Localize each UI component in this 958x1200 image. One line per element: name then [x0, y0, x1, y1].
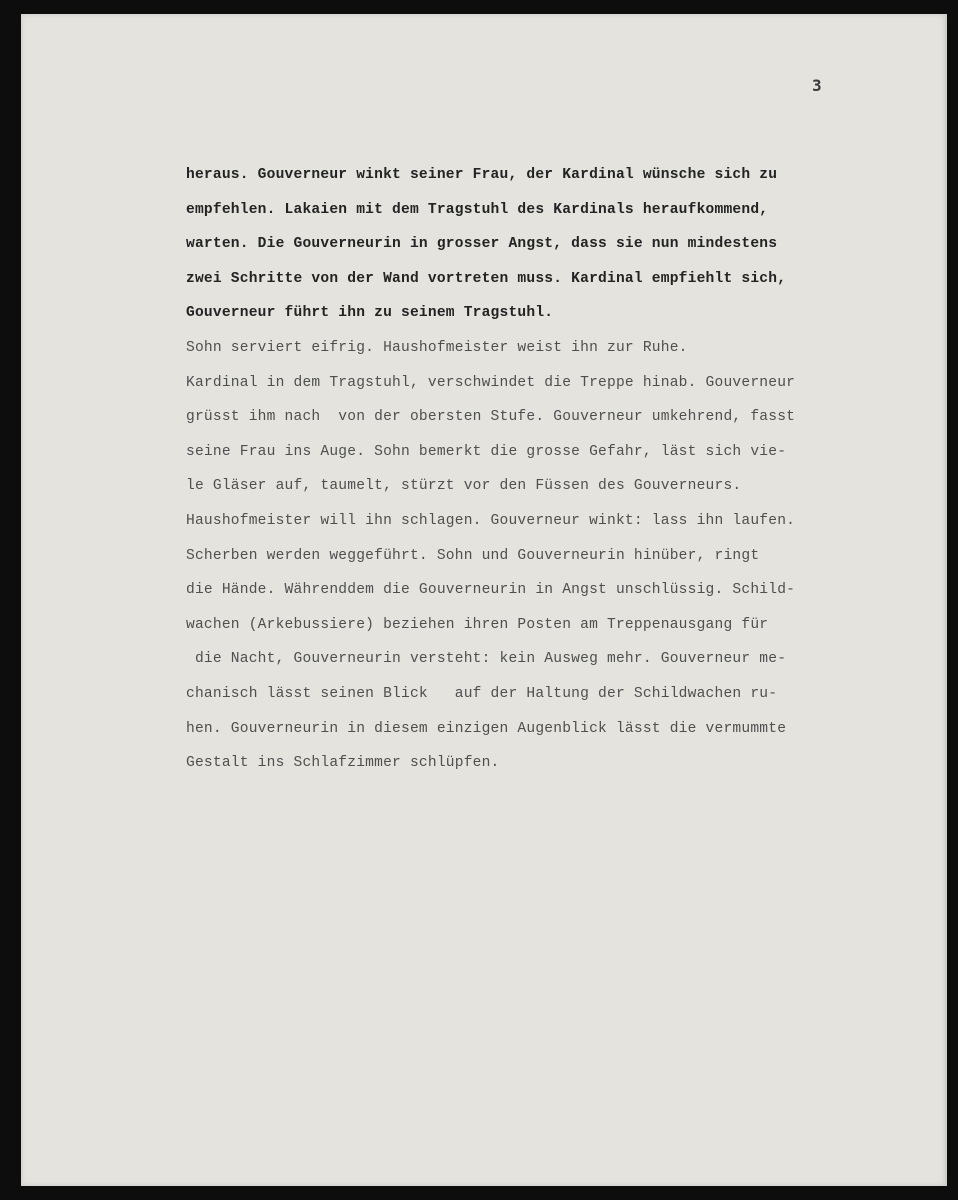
text-line: die Nacht, Gouverneurin versteht: kein Ausweg mehr. Gouverneur me- [186, 651, 787, 668]
text-line: hen. Gouverneurin in diesem einzigen Augenblick lässt die vermummte [186, 720, 787, 737]
text-line: warten. Die Gouverneurin in grosser Angst, dass sie nun mindestens [186, 236, 778, 253]
text-line: Scherben werden weggeführt. Sohn und Gouverneurin hinüber, ringt [186, 547, 760, 564]
text-line: empfehlen. Lakaien mit dem Tragstuhl des Kardinals heraufkommend, [186, 201, 769, 218]
text-line: heraus. Gouverneur winkt seiner Frau, der Kardinal wünsche sich zu [186, 167, 778, 183]
text-line: zwei Schritte von der Wand vortreten muss. Kardinal empfiehlt sich, [186, 270, 787, 287]
text-line: grüsst ihm nach von der obersten Stufe. Gouverneur umkehrend, fasst [186, 409, 796, 426]
text-line: Haushofmeister will ihn schlagen. Gouverneur winkt: lass ihn laufen. [186, 512, 796, 529]
text-line: le Gläser auf, taumelt, stürzt vor den Füssen des Gouverneurs. [186, 478, 742, 495]
text-line: Gouverneur führt ihn zu seinem Tragstuhl. [186, 305, 554, 322]
page-edge [945, 14, 947, 1186]
text-line: chanisch lässt seinen Blick auf der Haltung der Schildwachen ru- [186, 685, 778, 702]
text-line: Sohn serviert eifrig. Haushofmeister weist ihn zur Ruhe. [186, 339, 688, 356]
text-line: Kardinal in dem Tragstuhl, verschwindet die Treppe hinab. Gouverneur [186, 374, 796, 391]
body-text [186, 158, 886, 781]
page-number: 3 [812, 76, 822, 95]
text-line: wachen (Arkebussiere) beziehen ihren Posten am Treppenausgang für [186, 616, 769, 633]
text-line: Gestalt ins Schlafzimmer schlüpfen. [186, 755, 500, 772]
text-line: die Hände. Währenddem die Gouverneurin in Angst unschlüssig. Schild- [186, 582, 796, 599]
text-line: seine Frau ins Auge. Sohn bemerkt die grosse Gefahr, läst sich vie- [186, 443, 787, 460]
